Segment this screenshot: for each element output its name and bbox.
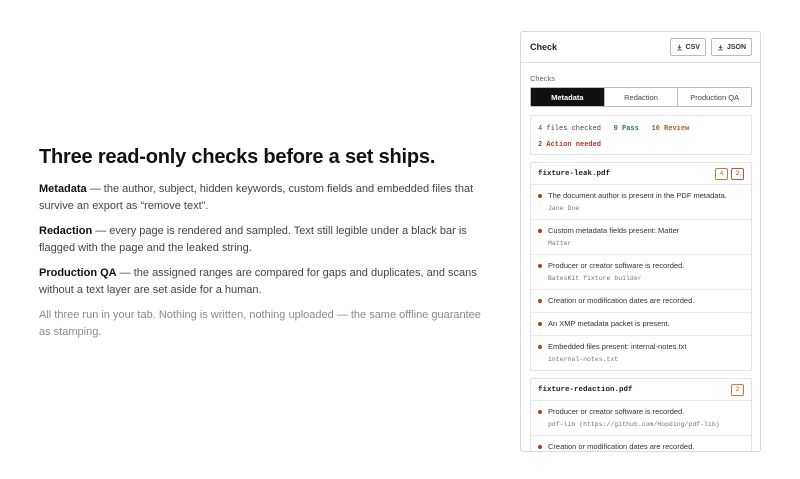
file-name: fixture-redaction.pdf (538, 385, 633, 394)
checks-label: Checks (530, 74, 556, 83)
summary-line (538, 121, 744, 137)
finding-detail: internal-notes.txt (548, 356, 619, 363)
dot-icon (538, 410, 542, 414)
export-buttons (670, 38, 752, 56)
panel-title: Check (530, 42, 558, 52)
files-checked: 4 files checked (538, 125, 602, 133)
export-json-label: JSON (726, 43, 746, 51)
metadata-paragraph (39, 181, 494, 214)
finding-detail: Matter (548, 240, 572, 247)
production-qa-term: Production QA (39, 267, 117, 279)
tab-production-qa[interactable]: Production QA (690, 92, 740, 102)
finding-detail: BatesKit fixture builder (548, 275, 642, 282)
redaction-term: Redaction (39, 225, 93, 237)
export-json-button[interactable] (711, 38, 752, 56)
finding-item (531, 313, 751, 336)
review-badge: 4 (715, 168, 728, 180)
action-needed-count: 2 Action needed (538, 141, 602, 149)
intro-copy (39, 145, 494, 349)
file-badges (731, 384, 744, 396)
tab-metadata[interactable]: Metadata (531, 88, 605, 106)
file-name: fixture-leak.pdf (538, 169, 611, 178)
dot-icon (538, 322, 542, 326)
finding-detail: pdf-lib (https://github.com/Hopding/pdf-lib) (548, 421, 720, 428)
export-csv-label: CSV (685, 43, 700, 51)
finding-text: An XMP metadata packet is present. (548, 319, 670, 328)
review-badge: 2 (731, 384, 744, 396)
dot-icon (538, 229, 542, 233)
check-summary (530, 115, 752, 155)
file-header (531, 163, 751, 185)
production-qa-description: — the assigned ranges are compared for gaps and duplicates, and scans without a text layer are set aside for a human. (39, 267, 477, 296)
dot-icon (538, 264, 542, 268)
check-panel (520, 31, 761, 452)
finding-item (531, 220, 751, 255)
finding-item (531, 185, 751, 220)
download-icon (717, 44, 724, 51)
finding-text: The document author is present in the PDF metadata. (548, 191, 727, 200)
offline-note: All three run in your tab. Nothing is written, nothing uploaded — the same offline guarantee as stamping. (39, 309, 481, 338)
page-heading: Three read-only checks before a set ships. (39, 146, 436, 168)
action-badge: 2 (731, 168, 744, 180)
finding-item (531, 436, 751, 452)
file-header (531, 379, 751, 401)
dot-icon (538, 345, 542, 349)
finding-detail: Jane Doe (548, 205, 580, 212)
metadata-description: — the author, subject, hidden keywords, custom fields and embedded files that survive an export as “remove text”. (39, 183, 474, 212)
production-qa-paragraph (39, 265, 494, 298)
finding-text: Creation or modification dates are recorded. (548, 442, 695, 451)
finding-item (531, 401, 751, 436)
finding-item (531, 255, 751, 290)
finding-text: Producer or creator software is recorded. (548, 261, 685, 270)
tab-redaction[interactable]: Redaction (605, 88, 679, 106)
download-icon (676, 44, 683, 51)
dot-icon (538, 194, 542, 198)
check-tabs (530, 87, 752, 107)
review-count: 10 Review (651, 125, 690, 133)
finding-text: Creation or modification dates are recorded. (548, 296, 695, 305)
dot-icon (538, 445, 542, 449)
finding-text: Producer or creator software is recorded. (548, 407, 685, 416)
file-card (530, 162, 752, 371)
file-card (530, 378, 752, 452)
redaction-paragraph (39, 223, 494, 256)
finding-text: Embedded files present: internal-notes.txt (548, 342, 687, 351)
dot-icon (538, 299, 542, 303)
metadata-term: Metadata (39, 183, 87, 195)
finding-item (531, 290, 751, 313)
finding-text: Custom metadata fields present: Matter (548, 226, 680, 235)
redaction-description: — every page is rendered and sampled. Text still legible under a black bar is flagged with the page and the leaked string. (39, 225, 467, 254)
pass-count: 0 Pass (613, 125, 639, 133)
panel-header (521, 32, 760, 63)
file-badges (715, 168, 744, 180)
finding-item (531, 336, 751, 370)
export-csv-button[interactable] (670, 38, 706, 56)
